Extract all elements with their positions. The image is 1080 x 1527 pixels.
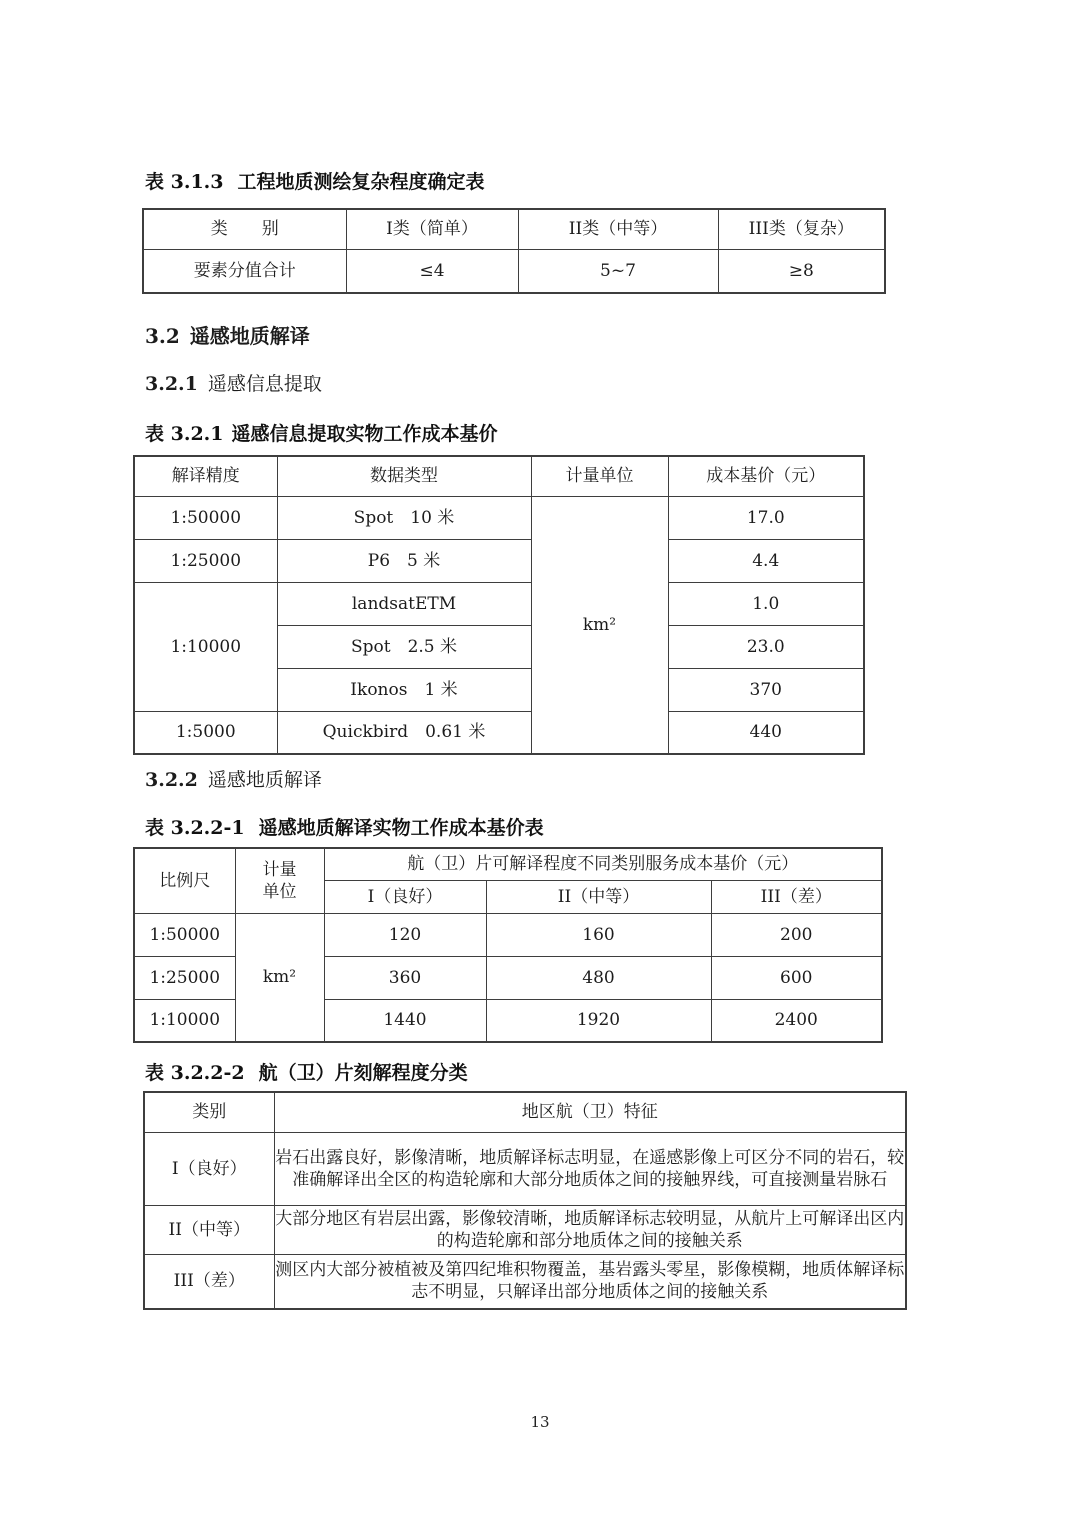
table-3-2-2-2-caption [145, 1061, 943, 1085]
table-row [144, 1092, 906, 1132]
category-cell: III（差） [144, 1254, 274, 1309]
header-cell-precision: 解译精度 [134, 456, 277, 496]
datatype-cell: Spot 2.5 米 [277, 625, 531, 668]
table-3-1-3-caption-title: 工程地质测绘复杂程度确定表 [237, 171, 485, 193]
table-3-2-2-1-caption-label: 表 3.2.2-1 [145, 817, 245, 839]
datatype-cell: Quickbird 0.61 米 [277, 711, 531, 754]
value-cell: 120 [324, 913, 486, 956]
table-3-1-3 [142, 208, 886, 294]
header-cell-scale: 比例尺 [134, 848, 235, 913]
table-3-2-2-2-caption-title: 航（卫）片刻解程度分类 [258, 1062, 468, 1084]
section-title: 遥感地质解译 [189, 324, 310, 348]
header-cell-feature: 地区航（卫）特征 [274, 1092, 906, 1132]
datatype-cell: landsatETM [277, 582, 531, 625]
price-cell: 4.4 [668, 539, 864, 582]
scale-cell: 1:25000 [134, 956, 235, 999]
subheader-cell-good: I（良好） [324, 880, 486, 913]
description-cell: 岩石出露良好，影像清晰，地质解译标志明显，在遥感影像上可区分不同的岩石，较准确解译出全区的构造轮廓和大部分地质体之间的接触界线，可直接测量岩脉石 [274, 1132, 906, 1205]
header-cell-class1: I类（简单） [346, 209, 518, 249]
subheader-cell-poor: III（差） [711, 880, 882, 913]
value-cell: 360 [324, 956, 486, 999]
precision-cell: 1:10000 [134, 582, 277, 711]
header-unit-line1: 计量 [262, 859, 297, 880]
datatype-cell: Spot 10 米 [277, 496, 531, 539]
scale-cell: 1:50000 [134, 913, 235, 956]
datatype-cell: P6 5 米 [277, 539, 531, 582]
precision-cell: 1:5000 [134, 711, 277, 754]
table-row [134, 913, 882, 956]
table-3-2-1-caption [145, 422, 943, 446]
table-row [144, 1205, 906, 1254]
header-cell-unit [235, 848, 324, 913]
price-cell: 23.0 [668, 625, 864, 668]
price-cell: 370 [668, 668, 864, 711]
value-cell: 2400 [711, 999, 882, 1042]
table-3-2-2-1-caption [145, 816, 943, 840]
value-cell: 200 [711, 913, 882, 956]
section-heading-3-2-2 [145, 768, 943, 793]
price-cell: 1.0 [668, 582, 864, 625]
header-cell-price: 成本基价（元） [668, 456, 864, 496]
row-label-cell: 要素分值合计 [143, 249, 346, 293]
section-heading-3-2 [145, 323, 943, 350]
section-number: 3.2.2 [145, 769, 198, 791]
table-3-2-2-1-caption-title: 遥感地质解译实物工作成本基价表 [258, 817, 544, 839]
header-unit-line2: 单位 [262, 881, 297, 902]
table-3-1-3-caption-label: 表 3.1.3 [145, 171, 224, 193]
section-number: 3.2.1 [145, 373, 198, 395]
table-3-2-1-caption-title: 遥感信息提取实物工作成本基价 [231, 423, 498, 445]
header-cell-class3: III类（复杂） [718, 209, 885, 249]
table-row [134, 539, 864, 582]
precision-cell: 1:25000 [134, 539, 277, 582]
page-content [133, 0, 943, 1310]
description-cell: 大部分地区有岩层出露，影像较清晰，地质解译标志较明显，从航片上可解译出区内的构造轮廓和部分地质体之间的接触关系 [274, 1205, 906, 1254]
unit-cell: km² [531, 496, 668, 754]
category-cell: I（良好） [144, 1132, 274, 1205]
header-cell-unit: 计量单位 [531, 456, 668, 496]
header-cell-category: 类别 [144, 1092, 274, 1132]
unit-cell: km² [235, 913, 324, 1042]
table-row [134, 711, 864, 754]
subheader-cell-medium: II（中等） [486, 880, 711, 913]
header-cell-datatype: 数据类型 [277, 456, 531, 496]
section-number: 3.2 [145, 324, 180, 348]
description-cell: 测区内大部分被植被及第四纪堆积物覆盖，基岩露头零星，影像模糊，地质体解译标志不明显，只解译出部分地质体之间的接触关系 [274, 1254, 906, 1309]
price-cell: 440 [668, 711, 864, 754]
table-3-2-2-1 [133, 847, 883, 1043]
price-cell: 17.0 [668, 496, 864, 539]
table-3-2-2-2 [143, 1091, 907, 1310]
value-cell: ≥8 [718, 249, 885, 293]
table-row [144, 1132, 906, 1205]
table-row [134, 848, 882, 880]
table-3-2-2-2-caption-label: 表 3.2.2-2 [145, 1062, 245, 1084]
table-row [144, 1254, 906, 1309]
section-title: 遥感信息提取 [207, 373, 322, 395]
category-cell: II（中等） [144, 1205, 274, 1254]
table-row [143, 209, 885, 249]
value-cell: 1920 [486, 999, 711, 1042]
table-3-2-1 [133, 455, 865, 755]
table-row [134, 456, 864, 496]
value-cell: 5~7 [518, 249, 718, 293]
table-row [143, 249, 885, 293]
header-cell-group: 航（卫）片可解译程度不同类别服务成本基价（元） [324, 848, 882, 880]
header-cell-category: 类 别 [143, 209, 346, 249]
value-cell: ≤4 [346, 249, 518, 293]
datatype-cell: Ikonos 1 米 [277, 668, 531, 711]
table-3-1-3-caption [145, 170, 943, 194]
value-cell: 160 [486, 913, 711, 956]
value-cell: 600 [711, 956, 882, 999]
table-3-2-1-caption-label: 表 3.2.1 [145, 423, 224, 445]
section-title: 遥感地质解译 [207, 769, 322, 791]
section-heading-3-2-1 [145, 372, 943, 397]
table-row [134, 496, 864, 539]
value-cell: 480 [486, 956, 711, 999]
table-row [134, 582, 864, 625]
page-number: 13 [530, 1413, 550, 1431]
value-cell: 1440 [324, 999, 486, 1042]
header-cell-class2: II类（中等） [518, 209, 718, 249]
precision-cell: 1:50000 [134, 496, 277, 539]
scale-cell: 1:10000 [134, 999, 235, 1042]
